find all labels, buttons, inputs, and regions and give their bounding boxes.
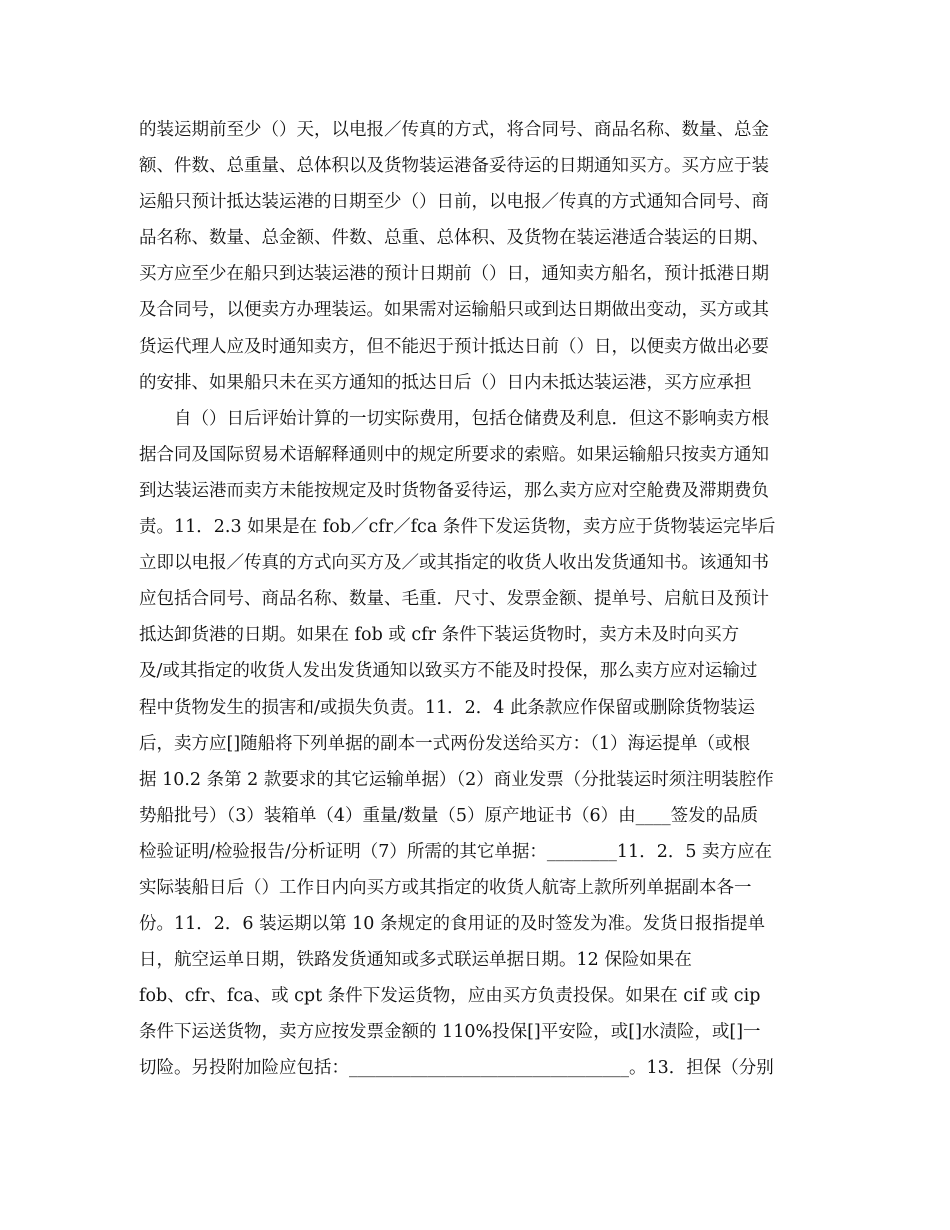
text-line: 责。11．2.3 如果是在 fob／cfr／fca 条件下发运货物，卖方应于货物装运完毕后 [139,517,776,538]
text-line: 检验证明/检验报告/分析证明（7）所需的其它单据：________11．2．5 卖方应在 [139,841,773,862]
text-line: 日，航空运单日期，铁路发货通知或多式联运单据日期。12 保险如果在 [139,950,692,971]
text-line: 运船只预计抵达装运港的日期至少（）日前，以电报／传真的方式通知合同号、商 [139,192,769,213]
text-line: 及/或其指定的收货人发出发货通知以致买方不能及时投保，那么卖方应对运输过 [139,661,758,682]
text-line: 到达装运港而卖方未能按规定及时货物备妥待运，那么卖方应对空舱费及滞期费负 [139,480,769,501]
text-line: 自（）日后评始计算的一切实际费用，包括仓储费及利息．但这不影响卖方根 [174,408,769,429]
text-line: 抵达卸货港的日期。如果在 fob 或 cfr 条件下装运货物时，卖方未及时向买方 [139,625,740,646]
text-line: 立即以电报／传真的方式向买方及／或其指定的收货人收出发货通知书。该通知书 [139,553,769,574]
text-line: fob、cfr、fca、或 cpt 条件下发运货物，应由买方负责投保。如果在 cif 或 cip [139,986,761,1007]
text-line: 据合同及国际贸易术语解释通则中的规定所要求的索赔。如果运输船只按卖方通知 [139,444,769,465]
text-line: 的安排、如果船只未在买方通知的抵达日后（）日内未抵达装运港，买方应承担 [139,372,752,393]
text-line: 额、件数、总重量、总体积以及货物装运港备妥待运的日期通知买方。买方应于装 [139,156,769,177]
text-line: 货运代理人应及时通知卖方，但不能迟于预计抵达日前（）日，以便卖方做出必要 [139,336,769,357]
text-line: 势船批号）（3）装箱单（4）重量/数量（5）原产地证书（6）由____签发的品质 [139,805,759,826]
text-line: 的装运期前至少（）天，以电报／传真的方式，将合同号、商品名称、数量、总金 [139,120,769,140]
text-line: 份。11．2．6 装运期以第 10 条规定的食用证的及时签发为准。发货日报指提单 [139,914,765,935]
contract-text [139,112,819,1087]
text-line: 买方应至少在船只到达装运港的预计日期前（）日，通知卖方船名，预计抵港日期 [139,264,769,285]
text-line: 应包括合同号、商品名称、数量、毛重．尺寸、发票金额、提单号、启航日及预计 [139,589,769,610]
text-line: 品名称、数量、总金额、件数、总重、总体积、及货物在装运港适合装运的日期、 [139,228,769,249]
text-line: 实际装船日后（）工作日内向买方或其指定的收货人航寄上款所列单据副本各一 [139,877,752,898]
text-line: 条件下运送货物，卖方应按发票金额的 110%投保[]平安险，或[]水渍险，或[]一 [139,1022,761,1043]
text-line: 程中货物发生的损害和/或损失负责。11．2．4 此条款应作保留或删除货物装运 [139,697,755,718]
text-line: 后，卖方应[]随船将下列单据的副本一式两份发送给买方：（1）海运提单（或根 [139,733,751,754]
text-line: 据 10.2 条第 2 款要求的其它运输单据）（2）商业发票（分批装运时须注明装腔作 [139,769,774,790]
text-line: 切险。另投附加险应包括：________________________________。13．担保（分别 [139,1058,774,1079]
text-line: 及合同号，以便卖方办理装运。如果需对运输船只或到达日期做出变动，买方或其 [139,300,769,321]
